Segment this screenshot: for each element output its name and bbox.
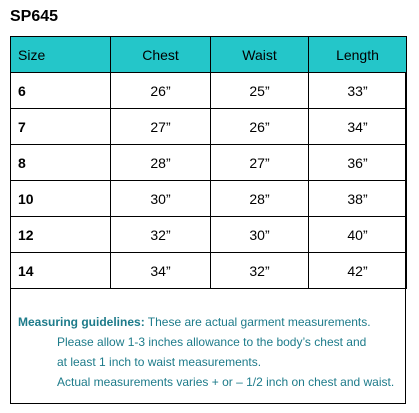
length-cell: 38” <box>309 181 407 217</box>
waist-cell: 28” <box>211 181 309 217</box>
size-cell: 7 <box>11 109 111 145</box>
length-cell: 34” <box>309 109 407 145</box>
waist-cell: 25” <box>211 73 309 109</box>
chest-cell: 34” <box>111 253 211 289</box>
table-header-row <box>11 37 407 73</box>
size-cell: 14 <box>11 253 111 289</box>
guideline-line <box>18 312 394 332</box>
table-row <box>11 181 407 217</box>
table-row <box>11 217 407 253</box>
chest-cell: 28” <box>111 145 211 181</box>
table-row <box>11 253 407 289</box>
length-cell: 33” <box>309 73 407 109</box>
waist-cell: 32” <box>211 253 309 289</box>
chest-cell: 26” <box>111 73 211 109</box>
waist-cell: 27” <box>211 145 309 181</box>
column-header-size: Size <box>11 37 111 73</box>
chest-cell: 27” <box>111 109 211 145</box>
size-cell: 10 <box>11 181 111 217</box>
chest-cell: 32” <box>111 217 211 253</box>
length-cell: 42” <box>309 253 407 289</box>
length-cell: 40” <box>309 217 407 253</box>
guideline-text: These are actual garment measurements. <box>144 315 371 329</box>
waist-cell: 30” <box>211 217 309 253</box>
guideline-line: Actual measurements varies + or – 1/2 inch on chest and waist. <box>57 375 395 389</box>
column-header-length: Length <box>309 37 407 73</box>
column-header-chest: Chest <box>111 37 211 73</box>
column-header-waist: Waist <box>211 37 309 73</box>
chest-cell: 30” <box>111 181 211 217</box>
guideline-line: at least 1 inch to waist measurements. <box>57 355 262 369</box>
size-cell: 6 <box>11 73 111 109</box>
table-row <box>11 109 407 145</box>
guideline-line: Please allow 1-3 inches allowance to the body’s chest and <box>57 335 367 349</box>
length-cell: 36” <box>309 145 407 181</box>
measuring-guidelines <box>18 312 394 392</box>
size-cell: 12 <box>11 217 111 253</box>
guideline-label: Measuring guidelines: <box>18 315 145 329</box>
size-cell: 8 <box>11 145 111 181</box>
table-row <box>11 73 407 109</box>
size-chart-table <box>10 36 407 289</box>
page-title: SP645 <box>10 8 59 25</box>
waist-cell: 26” <box>211 109 309 145</box>
table-row <box>11 145 407 181</box>
